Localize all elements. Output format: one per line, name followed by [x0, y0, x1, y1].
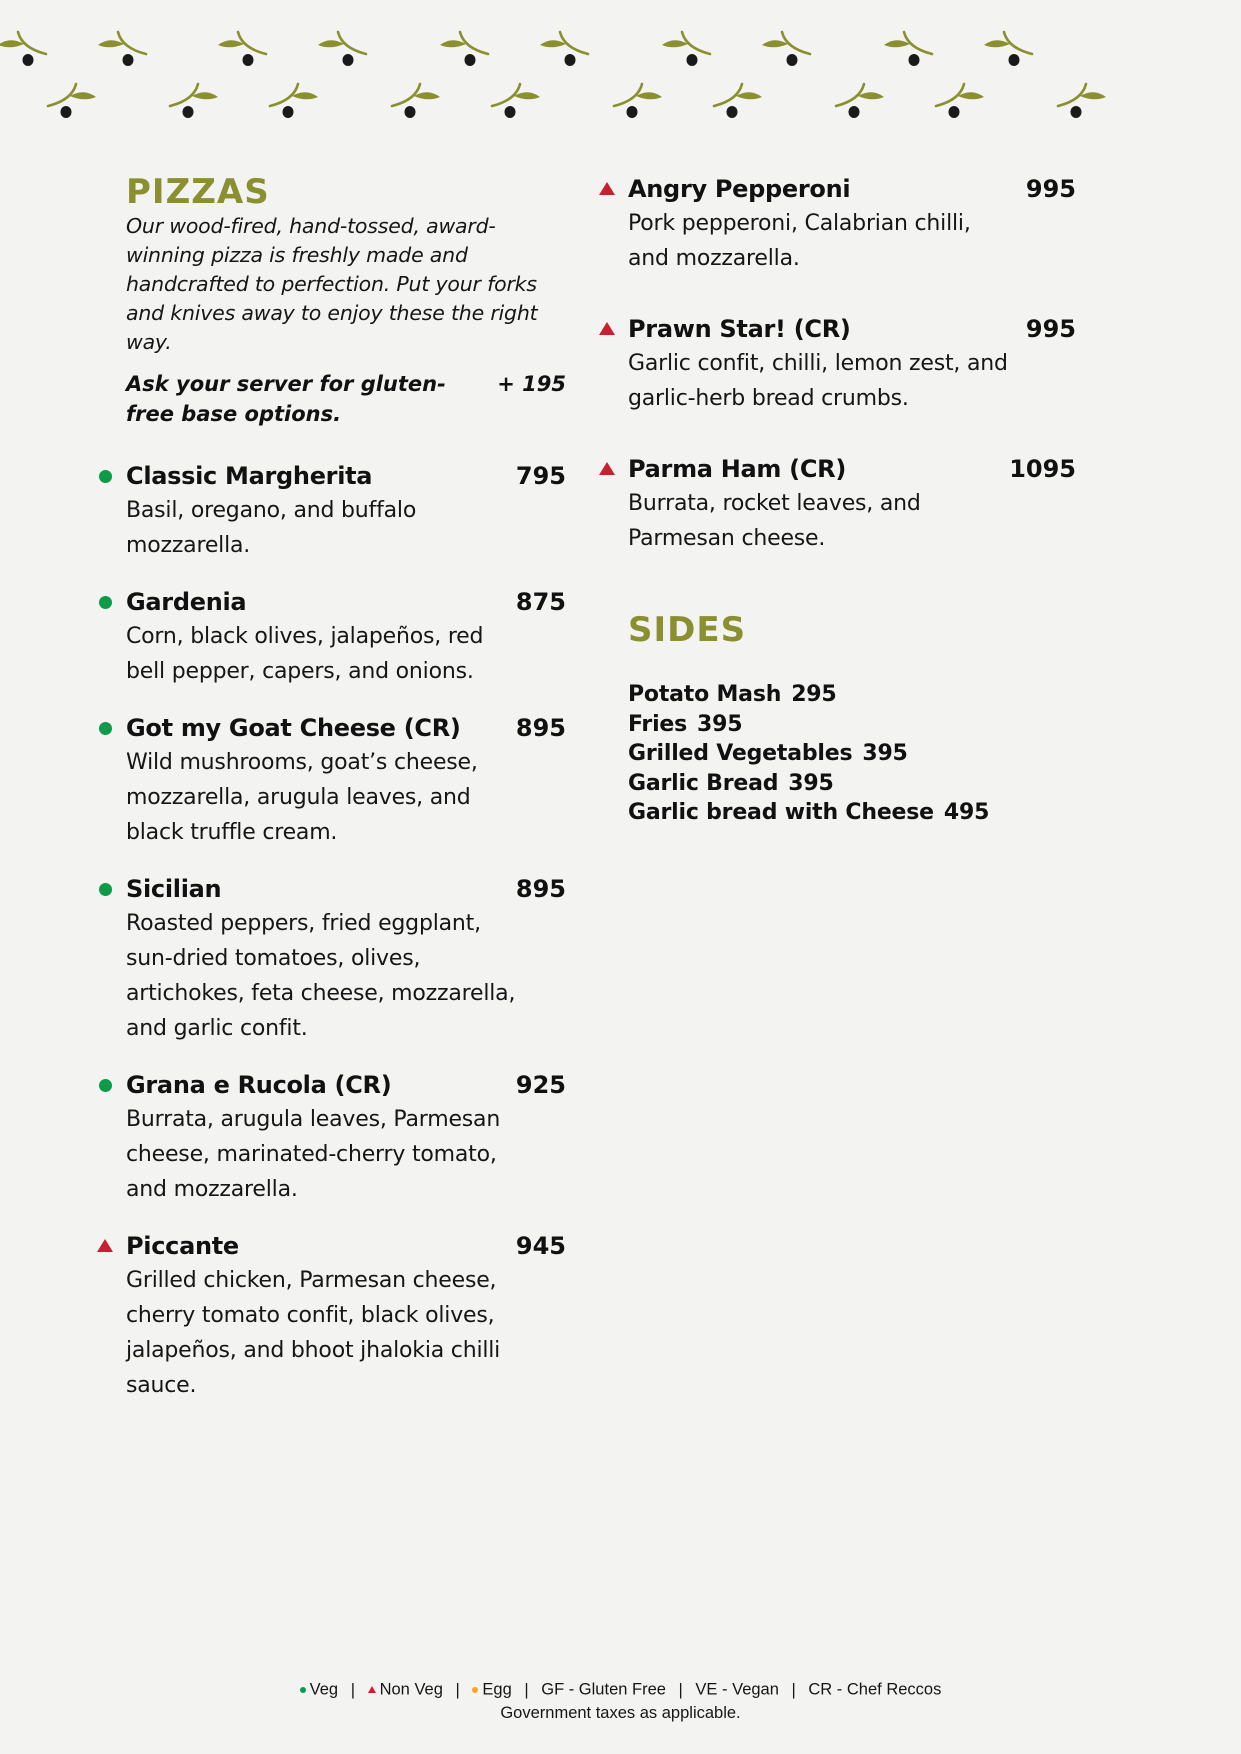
- non-veg-triangle-icon: [599, 322, 615, 335]
- menu-item-header: [126, 1229, 566, 1263]
- non-veg-triangle-icon: [599, 462, 615, 475]
- menu-item-header: [126, 459, 566, 493]
- egg-dot-icon: [472, 1687, 478, 1693]
- legend-separator: |: [524, 1680, 529, 1699]
- menu-item: [126, 711, 566, 850]
- section-title-sides: SIDES: [628, 610, 747, 650]
- olive-branch-icon: [440, 28, 500, 72]
- veg-dot-icon: [99, 722, 112, 735]
- menu-item-name: Piccante: [126, 1232, 239, 1260]
- olive-branch-icon: [380, 80, 440, 124]
- side-item: [628, 769, 1076, 799]
- side-item-name: Garlic Bread: [628, 770, 779, 796]
- menu-item: [126, 585, 566, 689]
- menu-item-name: Gardenia: [126, 588, 247, 616]
- olive-branch-icon: [318, 28, 378, 72]
- menu-item-name: Prawn Star! (CR): [628, 315, 851, 343]
- pizzas-intro: Our wood-fired, hand-tossed, award-winning pizza is freshly made and handcrafted to perfection. Put your forks and knives away to enjoy these the right way.: [126, 214, 538, 354]
- menu-item-description: Garlic confit, chilli, lemon zest, and garlic-herb bread crumbs.: [628, 351, 1008, 411]
- olive-branch-icon: [158, 80, 218, 124]
- legend-separator: |: [350, 1680, 355, 1699]
- non-veg-triangle-icon: [599, 182, 615, 195]
- menu-item-header: [126, 872, 566, 906]
- menu-item-price: 995: [1025, 315, 1076, 343]
- menu-item-price: 875: [515, 588, 566, 616]
- side-item: [628, 739, 1076, 769]
- menu-item: [628, 312, 1076, 416]
- legend-non-veg: Non Veg: [379, 1680, 443, 1699]
- menu-item-header: [628, 452, 1076, 486]
- menu-item-name: Grana e Rucola (CR): [126, 1071, 392, 1099]
- side-item-price: 395: [862, 741, 908, 766]
- legend-chef-reccos: CR - Chef Reccos: [808, 1680, 942, 1699]
- pizzas-column-right: [628, 172, 1076, 828]
- menu-item: [628, 172, 1076, 276]
- side-item: [628, 798, 1076, 828]
- olive-branch-icon: [884, 28, 944, 72]
- olive-branch-icon: [924, 80, 984, 124]
- pizza-list-right: [628, 172, 1076, 556]
- menu-item-description: Wild mushrooms, goat’s cheese, mozzarella, arugula leaves, and black truffle cream.: [126, 750, 478, 845]
- veg-dot-icon: [300, 1687, 306, 1693]
- olive-branch-icon: [36, 80, 96, 124]
- gluten-free-note: [126, 369, 566, 429]
- menu-item: [126, 1068, 566, 1207]
- menu-item-name: Classic Margherita: [126, 462, 373, 490]
- olive-branch-icon: [0, 28, 58, 72]
- olive-branch-icon: [984, 28, 1044, 72]
- gluten-free-price: + 195: [497, 372, 566, 396]
- side-item: [628, 680, 1076, 710]
- side-item-price: 395: [697, 711, 743, 737]
- side-item-price: 495: [943, 800, 990, 825]
- menu-item-description: Basil, oregano, and buffalo mozzarella.: [126, 498, 417, 558]
- legend-gluten-free: GF - Gluten Free: [541, 1680, 666, 1699]
- legend-veg: Veg: [309, 1680, 339, 1699]
- side-item-price: 295: [791, 682, 837, 707]
- veg-dot-icon: [99, 470, 112, 483]
- legend-separator: |: [791, 1680, 796, 1699]
- legend-vegan: VE - Vegan: [695, 1680, 779, 1699]
- olive-pattern-header: [0, 0, 1241, 140]
- veg-dot-icon: [99, 883, 112, 896]
- olive-branch-icon: [602, 80, 662, 124]
- olive-branch-icon: [98, 28, 158, 72]
- non-veg-triangle-icon: [368, 1686, 376, 1693]
- veg-dot-icon: [99, 1079, 112, 1092]
- olive-branch-icon: [1046, 80, 1106, 124]
- sides-list: [628, 680, 1076, 828]
- olive-branch-icon: [824, 80, 884, 124]
- menu-item-price: 795: [515, 462, 566, 490]
- menu-item-description: Corn, black olives, jalapeños, red bell pepper, capers, and onions.: [126, 624, 484, 684]
- menu-item: [126, 872, 566, 1046]
- menu-item-price: 945: [515, 1232, 566, 1260]
- olive-branch-icon: [540, 28, 600, 72]
- pizza-list-left: [126, 459, 566, 1403]
- menu-item-price: 995: [1025, 175, 1076, 203]
- side-item: [628, 710, 1076, 740]
- olive-branch-icon: [480, 80, 540, 124]
- menu-item-name: Sicilian: [126, 875, 222, 903]
- legend-separator: |: [678, 1680, 683, 1699]
- veg-dot-icon: [99, 596, 112, 609]
- menu-item-description: Burrata, rocket leaves, and Parmesan cheese.: [628, 491, 921, 551]
- non-veg-triangle-icon: [97, 1239, 113, 1252]
- side-item-name: Garlic bread with Cheese: [628, 800, 934, 825]
- olive-branch-icon: [258, 80, 318, 124]
- side-item-price: 395: [788, 770, 834, 796]
- legend-egg: Egg: [482, 1680, 512, 1699]
- olive-branch-icon: [218, 28, 278, 72]
- menu-item-price: 895: [515, 714, 566, 742]
- pizzas-column-left: [126, 172, 566, 1403]
- menu-item-description: Grilled chicken, Parmesan cheese, cherry tomato confit, black olives, jalapeños, and bhoot jhalokia chilli sauce.: [126, 1268, 501, 1398]
- menu-item-name: Got my Goat Cheese (CR): [126, 714, 461, 742]
- menu-item-price: 895: [515, 875, 566, 903]
- menu-item-header: [628, 312, 1076, 346]
- menu-item: [126, 1229, 566, 1403]
- dietary-legend: [0, 1677, 1241, 1702]
- menu-item-description: Burrata, arugula leaves, Parmesan cheese, marinated-cherry tomato, and mozzarella.: [126, 1107, 501, 1202]
- olive-branch-icon: [762, 28, 822, 72]
- legend-separator: |: [455, 1680, 460, 1699]
- tax-note: Government taxes as applicable.: [500, 1703, 741, 1722]
- menu-item-header: [628, 172, 1076, 206]
- menu-item-header: [126, 711, 566, 745]
- side-item-name: Grilled Vegetables: [628, 741, 853, 766]
- footer: [0, 1677, 1241, 1724]
- olive-branch-icon: [702, 80, 762, 124]
- menu-item-description: Pork pepperoni, Calabrian chilli, and mozzarella.: [628, 211, 971, 271]
- menu-item: [126, 459, 566, 563]
- gluten-free-label: Ask your server for gluten-free base options.: [126, 372, 446, 426]
- menu-item-description: Roasted peppers, fried eggplant, sun-dried tomatoes, olives, artichokes, feta cheese, mozzarella, and garlic confit.: [126, 911, 516, 1041]
- olive-branch-icon: [662, 28, 722, 72]
- section-title-pizzas: PIZZAS: [126, 172, 270, 212]
- menu-item: [628, 452, 1076, 556]
- menu-item-header: [126, 585, 566, 619]
- menu-item-name: Parma Ham (CR): [628, 455, 847, 483]
- menu-item-name: Angry Pepperoni: [628, 175, 851, 203]
- menu-item-price: 925: [515, 1071, 566, 1099]
- side-item-name: Fries: [628, 711, 688, 737]
- menu-item-price: 1095: [1009, 455, 1076, 483]
- side-item-name: Potato Mash: [628, 682, 782, 707]
- menu-item-header: [126, 1068, 566, 1102]
